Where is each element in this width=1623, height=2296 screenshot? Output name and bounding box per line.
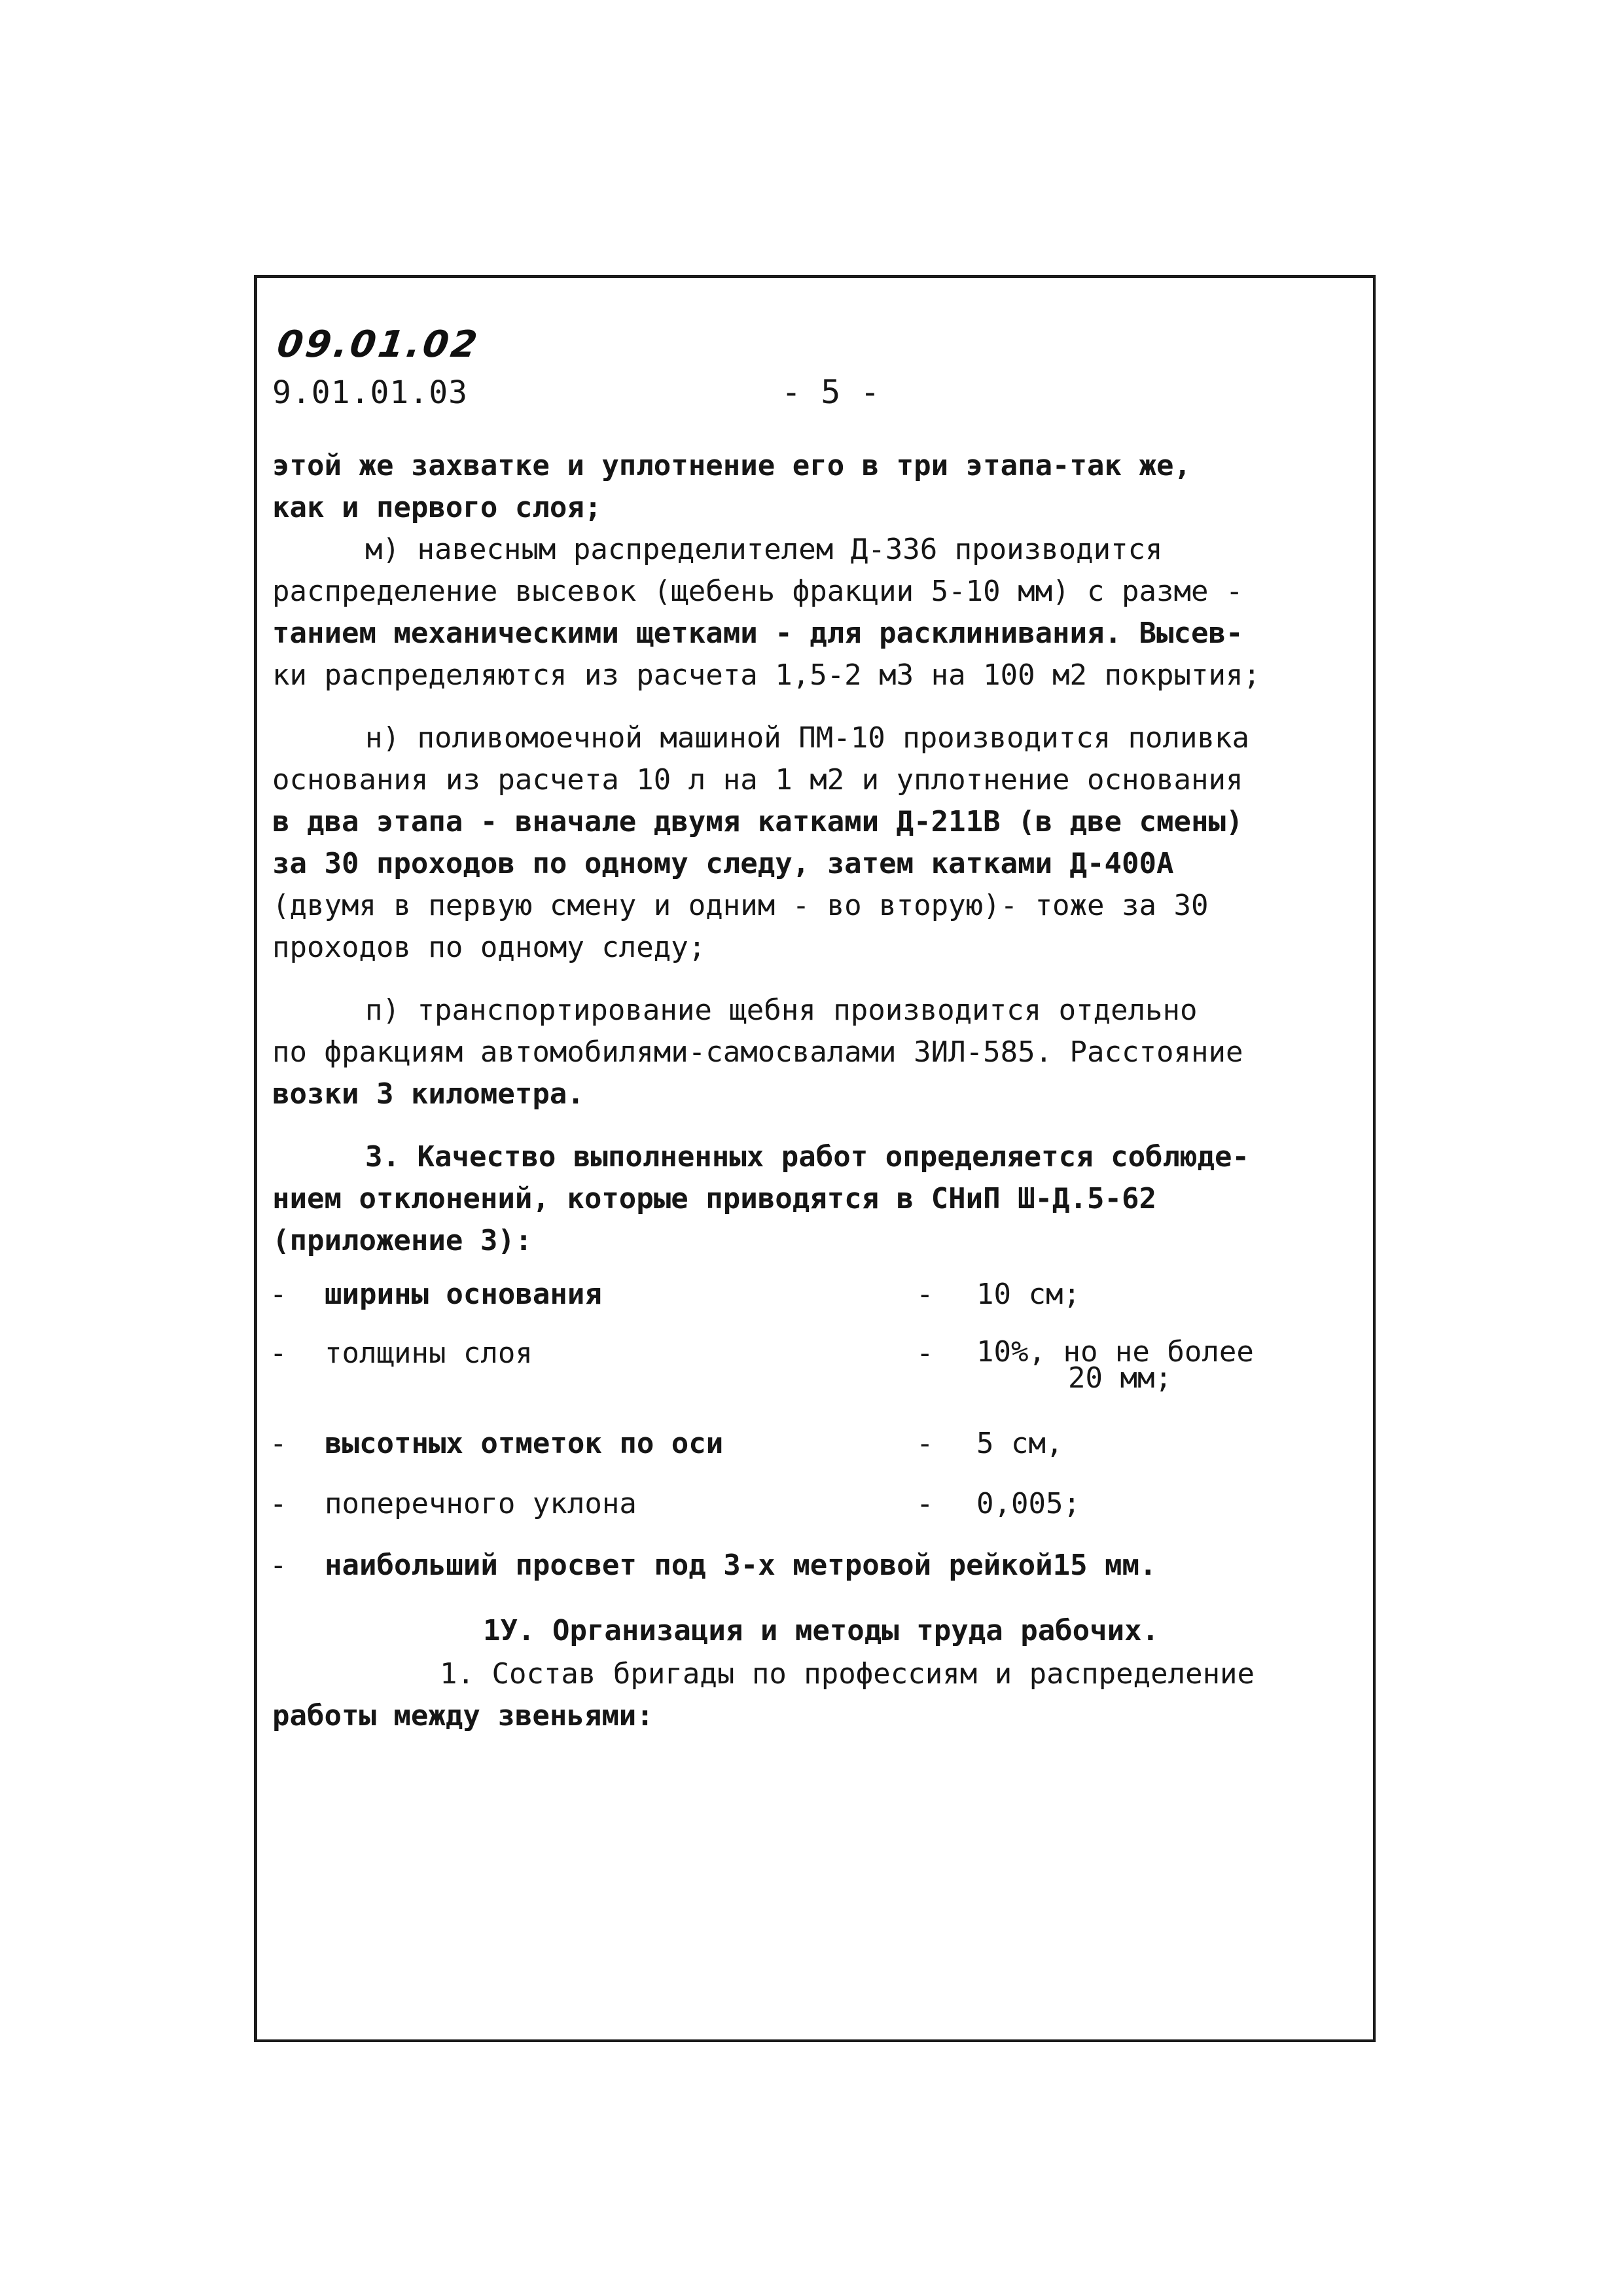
text-line: распределение высевок (щебень фракции 5-10 мм) с разме - — [272, 575, 1243, 608]
text-line: в два этапа - вначале двумя катками Д-211В (в две смены) — [272, 805, 1243, 838]
text-line: этой же захватке и уплотнение его в три этапа-так же, — [272, 449, 1191, 482]
deviation-dash: - — [270, 1278, 287, 1311]
deviation-value: 10 см; — [976, 1278, 1080, 1311]
text-line: по фракциям автомобилями-самосвалами ЗИЛ-585. Расстояние — [272, 1035, 1243, 1069]
gap-requirement: наибольший просвет под 3-х метровой рейкой15 мм. — [325, 1549, 1157, 1582]
deviation-separator: - — [916, 1336, 934, 1370]
text-line: (приложение 3): — [272, 1224, 533, 1257]
text-line: нием отклонений, которые приводятся в СНиП Ш-Д.5-62 — [272, 1182, 1157, 1215]
text-line: ки распределяются из расчета 1,5-2 м3 на 100 м2 покрытия; — [272, 658, 1260, 692]
text-line: 1. Состав бригады по профессиям и распределение — [440, 1657, 1255, 1691]
section-title: 1У. Организация и методы труда рабочих. — [483, 1614, 1160, 1647]
text-line: основания из расчета 10 л на 1 м2 и уплотнение основания — [272, 763, 1243, 797]
deviation-value-continuation: 20 мм; — [1068, 1361, 1172, 1395]
document-code: 9.01.01.03 — [272, 374, 468, 411]
deviation-value: 10%, но не более — [976, 1335, 1254, 1369]
deviation-value: 0,005; — [976, 1487, 1080, 1520]
text-line: 3. Качество выполненных работ определяется соблюде- — [365, 1140, 1250, 1174]
deviation-separator: - — [916, 1278, 934, 1311]
text-line: м) навесным распределителем Д-336 производится — [365, 533, 1163, 566]
deviation-dash: - — [270, 1549, 287, 1582]
text-line: танием механическими щетками - для расклинивания. Высев- — [272, 617, 1243, 650]
deviation-name: высотных отметок по оси — [325, 1427, 724, 1460]
deviation-separator: - — [916, 1427, 934, 1460]
deviation-dash: - — [270, 1487, 287, 1520]
deviation-dash: - — [270, 1427, 287, 1460]
text-line: возки 3 километра. — [272, 1077, 584, 1111]
text-line: за 30 проходов по одному следу, затем катками Д-400А — [272, 847, 1174, 880]
text-line: п) транспортирование щебня производится отдельно — [365, 994, 1198, 1027]
handwritten-code: 09.01.02 — [274, 323, 482, 366]
text-line: проходов по одному следу; — [272, 931, 706, 964]
text-line: (двумя в первую смену и одним - во вторую)- тоже за 30 — [272, 889, 1209, 922]
deviation-value: 5 см, — [976, 1427, 1063, 1460]
deviation-name: поперечного уклона — [325, 1487, 637, 1520]
text-line: н) поливомоечной машиной ПМ-10 производится поливка — [365, 721, 1250, 755]
page-number: - 5 - — [781, 373, 880, 411]
deviation-name: толщины слоя — [325, 1336, 533, 1370]
text-line: работы между звеньями: — [272, 1699, 654, 1732]
text-line: как и первого слоя; — [272, 491, 602, 524]
deviation-name: ширины основания — [325, 1278, 602, 1311]
deviation-dash: - — [270, 1336, 287, 1370]
deviation-separator: - — [916, 1487, 934, 1520]
